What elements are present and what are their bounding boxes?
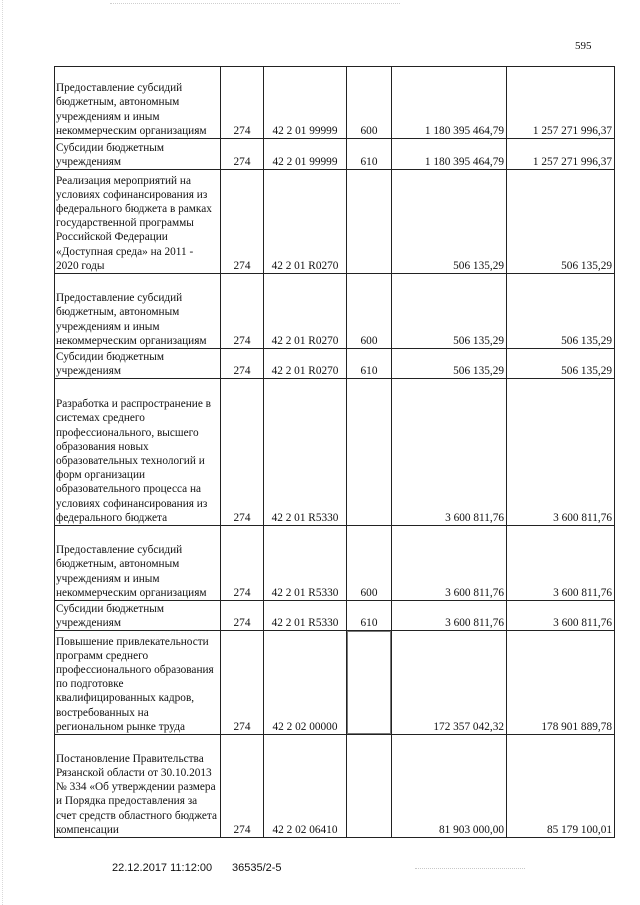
page-number: 595 — [575, 40, 592, 52]
scan-footer-artifact — [415, 868, 525, 871]
row-sum-2019: 3 600 811,76 — [507, 526, 615, 601]
row-csr: 42 2 01 R0270 — [264, 349, 347, 379]
row-vr — [347, 379, 392, 526]
row-sum-2018: 506 135,29 — [392, 274, 507, 349]
row-vr: 600 — [347, 526, 392, 601]
row-sum-2019: 506 135,29 — [507, 274, 615, 349]
row-sum-2018: 3 600 811,76 — [392, 601, 507, 631]
table-row — [55, 139, 615, 170]
row-sum-2019: 1 257 271 996,37 — [507, 67, 615, 139]
row-vr — [347, 631, 392, 735]
row-vr: 600 — [347, 274, 392, 349]
row-csr: 42 2 01 99999 — [264, 139, 347, 170]
row-name: Предоставление субсидий бюджетным, автономным учреждениям и иным некоммерческим организациям — [55, 274, 221, 349]
row-name: Предоставление субсидий бюджетным, автономным учреждениям и иным некоммерческим организациям — [55, 67, 221, 139]
row-sum-2018: 1 180 395 464,79 — [392, 139, 507, 170]
row-sum-2018: 81 903 000,00 — [392, 735, 507, 838]
row-ved: 274 — [221, 735, 264, 838]
row-sum-2019: 3 600 811,76 — [507, 601, 615, 631]
row-ved: 274 — [221, 601, 264, 631]
row-sum-2018: 506 135,29 — [392, 349, 507, 379]
row-ved: 274 — [221, 379, 264, 526]
row-vr: 600 — [347, 67, 392, 139]
row-name: Реализация мероприятий на условиях софинансирования из федерального бюджета в рамках государственной программы Российской Федерации «Доступная среда» на 2011 - 2020 годы — [55, 170, 221, 274]
table-row — [55, 735, 615, 838]
row-csr: 42 2 01 R5330 — [264, 379, 347, 526]
row-sum-2019: 506 135,29 — [507, 170, 615, 274]
table-row — [55, 379, 615, 526]
row-csr: 42 2 01 R5330 — [264, 526, 347, 601]
row-sum-2018: 1 180 395 464,79 — [392, 67, 507, 139]
scan-header-artifact — [110, 3, 400, 6]
row-name: Постановление Правительства Рязанской области от 30.10.2013 № 334 «Об утверждении размера и Порядка предоставления за счет средств областного бюджета компенсации — [55, 735, 221, 838]
table-row — [55, 601, 615, 631]
row-sum-2019: 1 257 271 996,37 — [507, 139, 615, 170]
budget-table — [54, 66, 615, 838]
table-row — [55, 349, 615, 379]
row-csr: 42 2 01 99999 — [264, 67, 347, 139]
table-row — [55, 170, 615, 274]
row-ved: 274 — [221, 274, 264, 349]
row-ved: 274 — [221, 67, 264, 139]
row-ved: 274 — [221, 526, 264, 601]
row-csr: 42 2 02 00000 — [264, 631, 347, 735]
row-name: Субсидии бюджетным учреждениям — [55, 601, 221, 631]
row-vr: 610 — [347, 601, 392, 631]
row-sum-2019: 178 901 889,78 — [507, 631, 615, 735]
row-sum-2019: 85 179 100,01 — [507, 735, 615, 838]
row-sum-2018: 3 600 811,76 — [392, 379, 507, 526]
scan-edge-artifact — [2, 0, 9, 905]
row-sum-2018: 3 600 811,76 — [392, 526, 507, 601]
row-csr: 42 2 01 R0270 — [264, 274, 347, 349]
row-vr — [347, 735, 392, 838]
footer-timestamp: 22.12.2017 11:12:00 — [112, 862, 213, 874]
row-sum-2018: 506 135,29 — [392, 170, 507, 274]
row-vr — [347, 170, 392, 274]
row-sum-2018: 172 357 042,32 — [392, 631, 507, 735]
row-vr: 610 — [347, 349, 392, 379]
row-name: Субсидии бюджетным учреждениям — [55, 349, 221, 379]
row-name: Субсидии бюджетным учреждениям — [55, 139, 221, 170]
row-ved: 274 — [221, 349, 264, 379]
row-name: Повышение привлекательности программ среднего профессионального образования по подготовке квалифицированных кадров, востребованных на региональном рынке труда — [55, 631, 221, 735]
table-row — [55, 67, 615, 139]
row-sum-2019: 506 135,29 — [507, 349, 615, 379]
row-csr: 42 2 01 R0270 — [264, 170, 347, 274]
table-row — [55, 631, 615, 735]
row-sum-2019: 3 600 811,76 — [507, 379, 615, 526]
row-name: Предоставление субсидий бюджетным, автономным учреждениям и иным некоммерческим организациям — [55, 526, 221, 601]
row-name: Разработка и распространение в системах среднего профессионального, высшего образования новых образовательных технологий и форм организации образовательного процесса на условиях софинансирования из федерального бюджета — [55, 379, 221, 526]
row-ved: 274 — [221, 139, 264, 170]
table-row — [55, 274, 615, 349]
row-csr: 42 2 01 R5330 — [264, 601, 347, 631]
row-vr: 610 — [347, 139, 392, 170]
row-csr: 42 2 02 06410 — [264, 735, 347, 838]
table-row — [55, 526, 615, 601]
row-ved: 274 — [221, 170, 264, 274]
footer-doc-code: 36535/2-5 — [232, 862, 282, 874]
row-ved: 274 — [221, 631, 264, 735]
